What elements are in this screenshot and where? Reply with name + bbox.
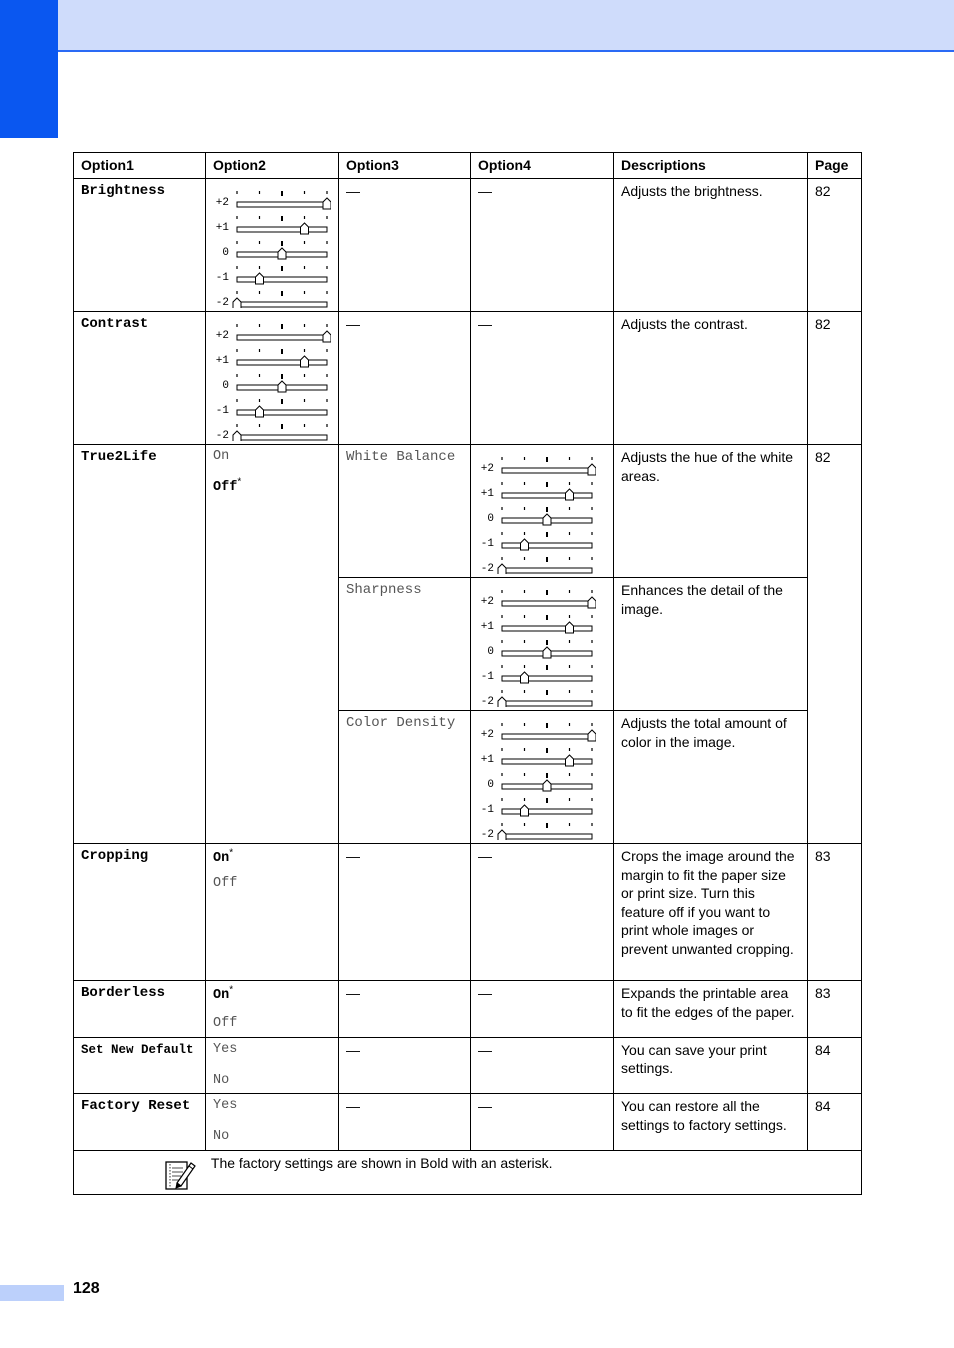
page-ref: 82 (808, 179, 862, 312)
option-on-default (213, 984, 331, 1012)
option3-cell: — (339, 179, 471, 312)
option3-cell: — (339, 1094, 471, 1151)
svg-text:+1: +1 (480, 754, 494, 766)
page-ref: 82 (808, 445, 862, 844)
page-tab (0, 1285, 64, 1301)
note-row (74, 1150, 862, 1194)
settings-table (73, 152, 862, 1195)
header-band (0, 0, 954, 52)
asterisk: * (237, 476, 242, 488)
option-on-label: On (213, 851, 230, 866)
option4-cell: — (471, 981, 614, 1038)
asterisk: * (229, 847, 234, 859)
page-number: 128 (73, 1280, 100, 1297)
svg-text:-1: -1 (480, 804, 494, 816)
svg-text:0: 0 (487, 779, 494, 791)
slider-cell (471, 578, 614, 711)
slider-cell (471, 711, 614, 844)
option-off: Off (213, 876, 238, 891)
option1-factory-reset: Factory Reset (74, 1094, 206, 1151)
option1-cropping: Cropping (74, 844, 206, 981)
svg-text:+2: +2 (480, 729, 494, 741)
level-slider-icon (478, 448, 606, 574)
option-yes: Yes (213, 1041, 238, 1057)
slider-cell (206, 312, 339, 445)
option2-cell (206, 844, 339, 981)
description: Adjusts the contrast. (614, 312, 808, 445)
option-no: No (213, 1072, 230, 1088)
slider-cell (206, 179, 339, 312)
option2-cell (206, 981, 339, 1038)
svg-text:-1: -1 (480, 671, 494, 683)
svg-text:-2: -2 (215, 297, 229, 308)
option3-cell: — (339, 1037, 471, 1094)
description: You can restore all the settings to factory settings. (614, 1094, 808, 1151)
option3-white-balance: White Balance (339, 445, 471, 578)
header-option1: Option1 (74, 153, 206, 179)
header-page: Page (808, 153, 862, 179)
table-row (74, 1094, 862, 1151)
table-row (74, 981, 862, 1038)
svg-text:-2: -2 (480, 696, 494, 707)
option-off-label: Off (213, 480, 238, 495)
svg-text:-2: -2 (215, 430, 229, 441)
option4-cell: — (471, 312, 614, 445)
svg-text:0: 0 (487, 646, 494, 658)
option1-brightness: Brightness (74, 179, 206, 312)
page-ref: 84 (808, 1037, 862, 1094)
table-row (74, 179, 862, 312)
level-slider-icon (213, 182, 331, 308)
level-slider-icon (213, 315, 331, 441)
option4-cell: — (471, 844, 614, 981)
svg-text:+2: +2 (215, 197, 229, 209)
slider-cell (471, 445, 614, 578)
asterisk: * (229, 984, 234, 996)
option1-contrast: Contrast (74, 312, 206, 445)
page-ref: 82 (808, 312, 862, 445)
header-descriptions: Descriptions (614, 153, 808, 179)
svg-text:+2: +2 (480, 596, 494, 608)
option1-set-new-default: Set New Default (74, 1037, 206, 1094)
option-on: On (213, 449, 230, 464)
option1-borderless: Borderless (74, 981, 206, 1038)
level-slider-icon (478, 581, 606, 707)
svg-text:+1: +1 (215, 222, 229, 234)
description: Adjusts the total amount of color in the image. (614, 711, 808, 844)
svg-text:-2: -2 (480, 829, 494, 840)
option3-sharpness: Sharpness (339, 578, 471, 711)
description: Enhances the detail of the image. (614, 578, 808, 711)
svg-text:0: 0 (487, 513, 494, 525)
option4-cell: — (471, 1037, 614, 1094)
option-on-label: On (213, 988, 230, 1003)
description: Adjusts the brightness. (614, 179, 808, 312)
svg-text:-2: -2 (480, 563, 494, 574)
option3-cell: — (339, 981, 471, 1038)
note-cell (74, 1150, 862, 1194)
svg-text:0: 0 (222, 247, 229, 259)
page-ref: 83 (808, 981, 862, 1038)
table-row (74, 312, 862, 445)
header-option3: Option3 (339, 153, 471, 179)
option-no: No (213, 1129, 230, 1144)
option2-cell (206, 1094, 339, 1151)
header-option4: Option4 (471, 153, 614, 179)
svg-text:0: 0 (222, 380, 229, 392)
option-yes: Yes (213, 1098, 238, 1113)
description: Expands the printable area to fit the edges of the paper. (614, 981, 808, 1038)
svg-text:-1: -1 (215, 405, 229, 417)
svg-text:+1: +1 (480, 621, 494, 633)
table-header-row (74, 153, 862, 179)
option4-cell: — (471, 179, 614, 312)
svg-text:+1: +1 (480, 488, 494, 500)
svg-text:+1: +1 (215, 355, 229, 367)
svg-text:-1: -1 (480, 538, 494, 550)
option2-cell (206, 1037, 339, 1094)
header-option2: Option2 (206, 153, 339, 179)
option2-cell (206, 445, 339, 844)
option-on-default (213, 847, 331, 875)
table-row (74, 445, 862, 578)
svg-text:+2: +2 (480, 463, 494, 475)
note-text: The factory settings are shown in Bold with an asterisk. (210, 1154, 553, 1171)
chapter-tab (0, 0, 58, 138)
table-row (74, 844, 862, 981)
option3-color-density: Color Density (339, 711, 471, 844)
option-off-default (213, 476, 331, 504)
note-pencil-icon (163, 1157, 197, 1191)
svg-text:+2: +2 (215, 330, 229, 342)
description: Adjusts the hue of the white areas. (614, 445, 808, 578)
table-row (74, 1037, 862, 1094)
option4-cell: — (471, 1094, 614, 1151)
page-ref: 83 (808, 844, 862, 981)
option-off: Off (213, 1016, 238, 1031)
page-ref: 84 (808, 1094, 862, 1151)
option3-cell: — (339, 844, 471, 981)
level-slider-icon (478, 714, 606, 840)
description: Crops the image around the margin to fit the paper size or print size. Turn this feature off if you want to print whole images or prevent unwanted cropping. (614, 844, 808, 981)
svg-text:-1: -1 (215, 272, 229, 284)
description: You can save your print settings. (614, 1037, 808, 1094)
option1-true2life: True2Life (74, 445, 206, 844)
option3-cell: — (339, 312, 471, 445)
